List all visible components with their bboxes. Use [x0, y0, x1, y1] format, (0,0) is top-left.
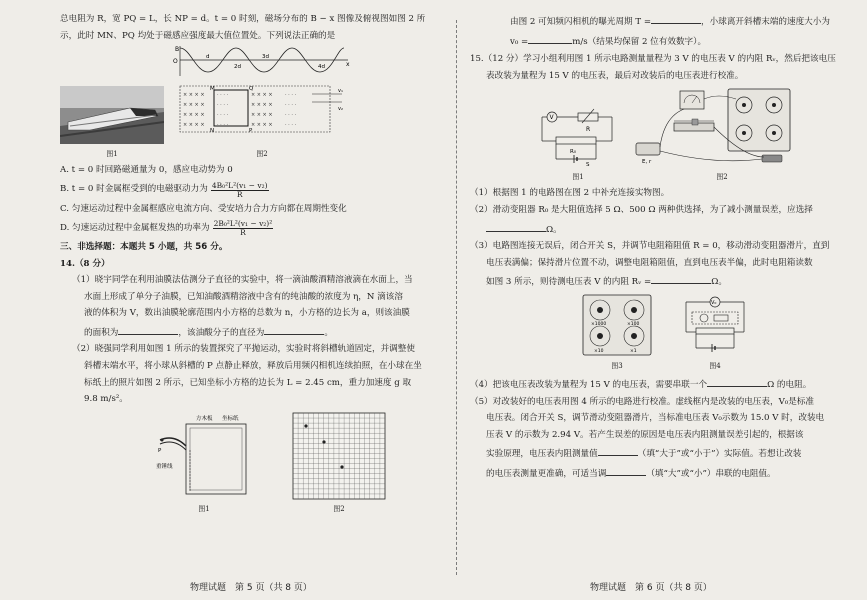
svg-text:· · · ·: · · · · — [217, 102, 229, 109]
option-b-text: B. t = 0 时金属框受到的电磁驱动力为 — [60, 184, 208, 195]
dial-x10: ×10 — [594, 348, 604, 354]
tick-2d: 2d — [234, 64, 241, 71]
q14-part1-line2: 水面上形成了单分子油膜，已知油酸酒精溶液中含有的纯油酸的浓度为 η，N 滴该溶 — [84, 291, 403, 302]
q15-figure-1-caption: 图1 — [572, 172, 584, 181]
text: 由图 2 可知频闪相机的曝光周期 T = — [510, 17, 652, 27]
svg-text:× × × ×: × × × × — [183, 102, 205, 109]
grid-paper — [292, 412, 386, 515]
corner-n: N — [210, 128, 215, 135]
fraction-denominator: R — [236, 189, 243, 199]
q14-figure-1-caption: 图1 — [198, 505, 210, 514]
section-heading: 三、非选择题：本题共 5 小题，共 56 分。 — [60, 241, 228, 252]
measurement-circuit — [538, 101, 618, 167]
answer-blank[interactable] — [606, 466, 646, 476]
text: ，小球离开斜槽末端的速度大小为 — [701, 17, 830, 27]
intro-line-1: 总电阻为 R，宽 PQ = L，长 NP = d。t = 0 时刻，磁场分布的 B − x 图像及俯视图如图 2 所 — [60, 14, 426, 24]
svg-text:· · · ·: · · · · — [217, 122, 229, 129]
corner-m: M — [210, 86, 215, 93]
figure-2-field — [172, 44, 352, 159]
label-board: 方木板 — [196, 415, 213, 422]
switch-label: S — [586, 162, 590, 168]
q15-part3-line1: （3）电路图连接无误后，闭合开关 S，并调节电阻箱阻值 R = 0，移动滑动变阻器滑片，直到 — [470, 241, 830, 252]
text: （填“大”或“小”）串联的电阻值。 — [646, 468, 776, 479]
q15-figure-4-caption: 图4 — [709, 361, 721, 370]
figure-row-q15 — [538, 87, 850, 182]
q14-part2-line4: 9.8 m/s²。 — [84, 394, 128, 405]
q14-figure-2-caption: 图2 — [333, 505, 345, 514]
fraction-numerator: 2B₀²L²(v₁ − v₂)² — [213, 219, 273, 229]
q15-part2: （2）滑动变阻器 R₀ 是大阻值选择 5 Ω、500 Ω 两种供选择，为了减小测量误差，应选择 — [470, 205, 813, 215]
r-line-2 — [470, 34, 850, 49]
option-d-fraction — [213, 220, 274, 237]
answer-blank[interactable] — [598, 446, 638, 456]
svg-text:· · · ·: · · · · — [285, 102, 297, 109]
battery-label: E, r — [642, 159, 652, 166]
q15-part3-line3 — [470, 274, 850, 289]
velocity-v2: v₂ — [338, 106, 343, 113]
page-5-footer: 物理试题 第 5 页（共 8 页） — [190, 582, 312, 593]
answer-blank[interactable] — [707, 377, 767, 387]
q15-part1: （1）根据图 1 的电路图在图 2 中补充连接实物图。 — [470, 188, 670, 199]
label-p: P — [158, 447, 162, 454]
page-5 — [60, 14, 446, 600]
ball-position — [304, 424, 307, 427]
option-d-text: D. 匀速运动过程中金属框发热的功率为 — [60, 222, 210, 233]
resistor-box-label: R — [586, 126, 591, 134]
svg-text:· · · ·: · · · · — [285, 92, 297, 99]
standard-voltmeter-label: V₀ — [711, 299, 717, 306]
tick-3d: 3d — [262, 54, 269, 61]
q14-part2-line3: 标纸上的照片如图 2 所示，已知坐标小方格的边长为 L = 2.45 cm，重力加速度 g 取 — [84, 377, 412, 388]
figure-row-q15b — [582, 294, 850, 371]
q15-line-1: 15.（12 分）学习小组利用图 1 所示电路测量量程为 3 V 的电压表 V 的内阻 Rᵥ，然后把该电压 — [470, 54, 836, 65]
label-plumb: 重锤线 — [156, 463, 173, 470]
q14-part1-line1: （1）晓宇同学在利用油膜法估测分子直径的实验中，将一滴油酸酒精溶液滴在水面上，当 — [72, 275, 413, 286]
q14-part1-line4 — [60, 325, 446, 340]
answer-blank[interactable] — [651, 14, 701, 24]
ball-position — [340, 465, 343, 468]
maglev-train-photo — [60, 86, 164, 144]
q15-part3-line2: 电压表满偏；保持滑片位置不动，调整电阻箱阻值，直到电压表半偏，此时电阻箱读数 — [486, 257, 813, 268]
tick-d: d — [206, 54, 210, 61]
text: Ω 的电阻。 — [767, 380, 812, 390]
text: m/s（结果均保留 2 位有效数字）。 — [572, 36, 707, 47]
page-6-footer: 物理试题 第 6 页（共 8 页） — [590, 582, 712, 593]
resistance-box-dials — [582, 294, 652, 356]
axis-x-label: x — [346, 61, 350, 69]
text: 的电压表测量更准确，可适当调 — [486, 468, 607, 479]
page-6 — [470, 14, 850, 600]
text: Ω。 — [546, 224, 562, 235]
label-paper: 坐标纸 — [222, 415, 239, 422]
corner-p: P — [249, 128, 253, 135]
calibration-circuit-diagram — [682, 294, 748, 356]
answer-blank[interactable] — [651, 274, 711, 284]
rheostat-label: R₀ — [570, 149, 577, 156]
tick-4d: 4d — [318, 64, 325, 71]
svg-text:× × × ×: × × × × — [183, 122, 205, 129]
q15-figure-2-caption: 图2 — [716, 172, 728, 181]
svg-text:× × × ×: × × × × — [251, 122, 273, 129]
q14-part2-line2: 斜槽末端水平，将小球从斜槽的 P 点静止释放，释放后用频闪相机连续拍照，在小球在坐 — [84, 361, 422, 372]
text: Ω。 — [711, 277, 727, 288]
text: （4）把该电压表改装为量程为 15 V 的电压表，需要串联一个 — [470, 380, 708, 390]
apparatus-photo-drawing — [634, 87, 810, 167]
physical-apparatus — [634, 87, 810, 182]
figure-1-caption: 图1 — [106, 149, 118, 158]
coordinate-grid — [292, 412, 386, 500]
svg-text:· · · ·: · · · · — [285, 112, 297, 119]
q15-line-2: 表改装为量程为 15 V 的电压表，最后对改装后的电压表进行校准。 — [486, 70, 744, 81]
answer-blank[interactable] — [486, 222, 546, 232]
svg-text:× × × ×: × × × × — [251, 112, 273, 119]
svg-text:× × × ×: × × × × — [251, 92, 273, 99]
option-c: C. 匀速运动过程中金属框感应电流方向、受安培力合力方向都在周期性变化 — [60, 203, 347, 214]
answer-blank[interactable] — [528, 34, 572, 44]
q15-part5-line3: 压表 V 的示数为 2.94 V。若产生误差的原因是电压表内阻测量误差引起的，根据该 — [486, 429, 804, 440]
q15-part5-line2: 电压表。闭合开关 S，调节滑动变阻器滑片，当标准电压表 V₀示数为 15.0 V 时，改装电 — [486, 413, 825, 424]
option-d — [60, 220, 446, 237]
text: 。 — [324, 327, 333, 338]
q15-part5-line1: （5）对改装好的电压表用图 4 所示的电路进行校准。虚线框内是改装的电压表，V₀是标准 — [470, 396, 815, 407]
text: ，该油酸分子的直径为 — [178, 327, 265, 338]
q15-part4 — [470, 377, 850, 392]
svg-text:× × × ×: × × × × — [183, 112, 205, 119]
svg-text:· · · ·: · · · · — [217, 92, 229, 99]
figure-row-q13 — [60, 44, 446, 159]
corner-q: Q — [249, 86, 254, 93]
text: 的面积为 — [84, 327, 119, 338]
velocity-v1: v₁ — [338, 88, 343, 95]
option-a: A. t = 0 时回路磁通量为 0，感应电动势为 0 — [60, 165, 233, 176]
fraction-denominator: R — [240, 228, 246, 238]
apparatus-diagram — [156, 412, 252, 500]
answer-blank[interactable] — [264, 325, 324, 335]
dial-x1000: ×1000 — [591, 321, 607, 327]
ball-position — [322, 440, 325, 443]
page-divider — [456, 20, 457, 575]
q15-figure-3-caption: 图3 — [611, 361, 623, 370]
q14-part1-line3: 液的体积为 V，数出油膜轮廓范围内小方格的总数为 n，小方格的边长为 a，则该油膜 — [84, 308, 410, 319]
option-b — [60, 182, 446, 199]
q15-part2-answer — [470, 222, 850, 237]
b-x-graph-and-top-view — [172, 44, 352, 144]
voltmeter-label: V — [549, 114, 554, 122]
text: 实验原理，电压表内阻测量值 — [486, 449, 598, 460]
figure-2-caption: 图2 — [256, 149, 268, 158]
circuit-diagram — [538, 101, 618, 182]
svg-text:× × × ×: × × × × — [183, 92, 205, 99]
svg-text:· · · ·: · · · · — [217, 112, 229, 119]
figure-row-q14 — [156, 412, 446, 515]
text: （填“大于”或“小于”）实际值。若想让改装 — [637, 449, 802, 460]
svg-text:· · · ·: · · · · — [285, 122, 297, 129]
q15-part5-line4 — [470, 446, 850, 461]
text: 如图 3 所示，则待测电压表 V 的内阻 Rᵥ = — [486, 277, 652, 288]
svg-text:× × × ×: × × × × — [251, 102, 273, 109]
projectile-apparatus — [156, 412, 252, 515]
q15-part5-line5 — [470, 466, 850, 481]
text: v₀ = — [510, 36, 529, 47]
resistance-box — [582, 294, 652, 371]
figure-1-train — [60, 86, 164, 159]
dial-x1: ×1 — [630, 348, 637, 354]
dial-x100: ×100 — [627, 321, 640, 327]
intro-line-2: 示，此时 MN、PQ 均处于磁感应强度最大值位置处。下列说法正确的是 — [60, 30, 336, 41]
fraction-numerator: 4B₀²L²(v₁ − v₂) — [211, 180, 268, 190]
answer-blank[interactable] — [118, 325, 178, 335]
q14-part2-line1: （2）晓强同学利用如图 1 所示的装置探究了平抛运动，实验时将斜槽轨道固定，并调整使 — [72, 344, 415, 355]
calibration-circuit — [682, 294, 748, 371]
axis-b-label: B — [175, 46, 180, 54]
option-b-fraction — [211, 182, 269, 199]
question-14: 14.（8 分） — [60, 258, 110, 269]
axis-origin-label: O — [173, 58, 178, 66]
r-line-1 — [470, 14, 850, 29]
